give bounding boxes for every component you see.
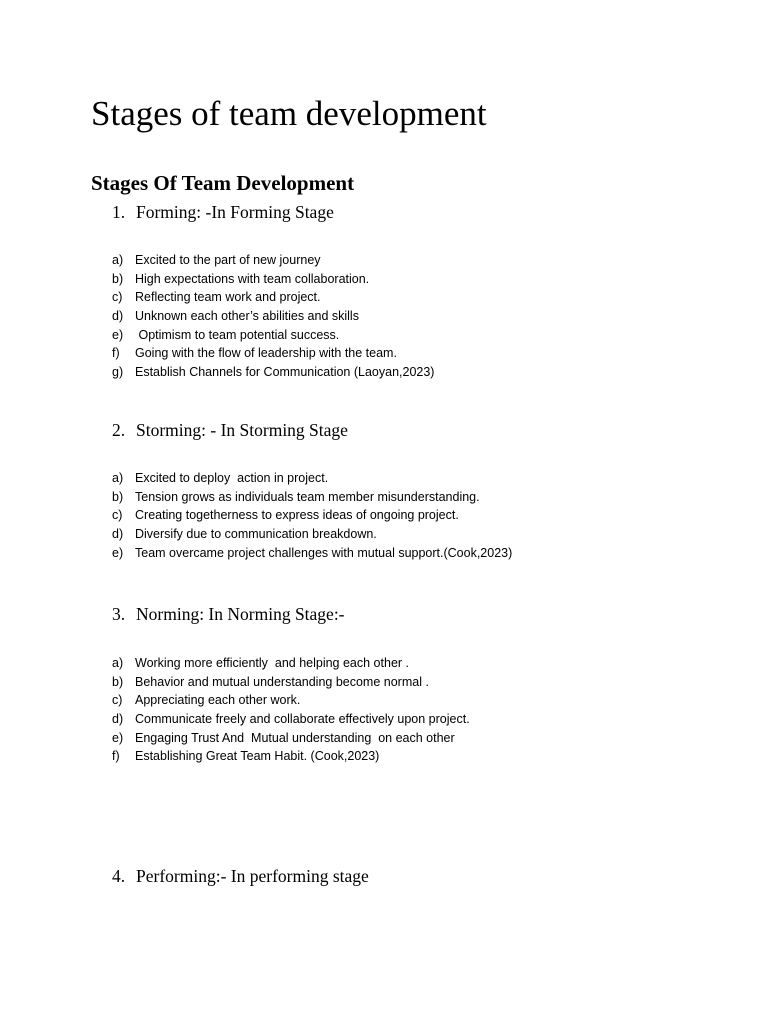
forming-item-list xyxy=(112,251,434,382)
list-marker: d) xyxy=(112,527,124,542)
list-item xyxy=(112,544,512,563)
list-item-text: Communicate freely and collaborate effectively upon project. xyxy=(135,712,470,727)
stage-heading-performing xyxy=(112,864,369,888)
list-marker: e) xyxy=(112,327,124,342)
list-marker: b) xyxy=(112,489,124,504)
list-marker: d) xyxy=(112,309,124,324)
list-item xyxy=(112,691,470,710)
list-item-text: Creating togetherness to express ideas of ongoing project. xyxy=(135,508,459,523)
list-item xyxy=(112,729,470,748)
list-marker: e) xyxy=(112,545,124,560)
list-item xyxy=(112,251,434,270)
list-marker: b) xyxy=(112,674,124,689)
list-item-text: Establish Channels for Communication (Laoyan,2023) xyxy=(135,365,435,380)
list-item-text: Excited to the part of new journey xyxy=(135,253,321,267)
list-marker: c) xyxy=(112,290,123,305)
list-item-text: Tension grows as individuals team member misunderstanding. xyxy=(135,489,480,504)
stage-number: 2. xyxy=(112,420,126,440)
list-item-text: Reflecting team work and project. xyxy=(135,290,321,305)
list-item-text: Establishing Great Team Habit. (Cook,2023) xyxy=(135,749,380,764)
list-item xyxy=(112,654,470,673)
list-item xyxy=(112,270,434,289)
list-item-text: High expectations with team collaboration. xyxy=(135,271,370,286)
stage-number: 3. xyxy=(112,604,126,624)
list-marker: e) xyxy=(112,730,124,745)
list-item-text: Engaging Trust And Mutual understanding on each other xyxy=(135,730,455,745)
list-item-text: Excited to deploy action in project. xyxy=(135,471,329,485)
list-item xyxy=(112,525,512,544)
page-title: Stages of team development xyxy=(91,94,487,133)
stage-label: Performing:- In performing stage xyxy=(136,866,369,886)
list-marker: b) xyxy=(112,271,124,286)
norming-item-list xyxy=(112,654,470,766)
list-item xyxy=(112,747,470,766)
list-marker: c) xyxy=(112,693,123,708)
list-item xyxy=(112,344,434,363)
list-marker: a) xyxy=(112,656,124,670)
list-item xyxy=(112,469,512,488)
list-item-text: Team overcame project challenges with mutual support.(Cook,2023) xyxy=(135,545,513,560)
list-item-text: Behavior and mutual understanding become normal . xyxy=(135,674,429,689)
stage-number: 1. xyxy=(112,202,126,222)
list-item-text: Going with the flow of leadership with the team. xyxy=(135,346,397,361)
list-marker: d) xyxy=(112,712,124,727)
stage-label: Norming: In Norming Stage:- xyxy=(136,604,345,624)
stage-label: Forming: -In Forming Stage xyxy=(136,202,334,222)
section-heading: Stages Of Team Development xyxy=(91,171,355,195)
stage-number: 4. xyxy=(112,866,126,886)
list-marker: a) xyxy=(112,471,124,485)
stage-heading-forming xyxy=(112,200,334,224)
list-item xyxy=(112,710,470,729)
stage-heading-norming xyxy=(112,602,345,626)
list-marker: f) xyxy=(112,749,120,764)
list-marker: f) xyxy=(112,346,120,361)
list-item xyxy=(112,326,434,345)
list-item-text: Optimism to team potential success. xyxy=(135,327,340,342)
stage-heading-storming xyxy=(112,418,348,442)
stage-label: Storming: - In Storming Stage xyxy=(136,420,348,440)
list-item xyxy=(112,288,434,307)
list-item xyxy=(112,506,512,525)
list-item xyxy=(112,363,434,382)
list-item xyxy=(112,307,434,326)
list-marker: g) xyxy=(112,365,124,380)
list-item-text: Working more efficiently and helping each other . xyxy=(135,656,409,670)
list-item-text: Appreciating each other work. xyxy=(135,693,301,708)
list-marker: a) xyxy=(112,253,124,267)
list-item xyxy=(112,488,512,507)
list-item-text: Diversify due to communication breakdown. xyxy=(135,527,377,542)
list-item xyxy=(112,673,470,692)
list-marker: c) xyxy=(112,508,123,523)
list-item-text: Unknown each other’s abilities and skills xyxy=(135,309,359,324)
storming-item-list xyxy=(112,469,512,562)
